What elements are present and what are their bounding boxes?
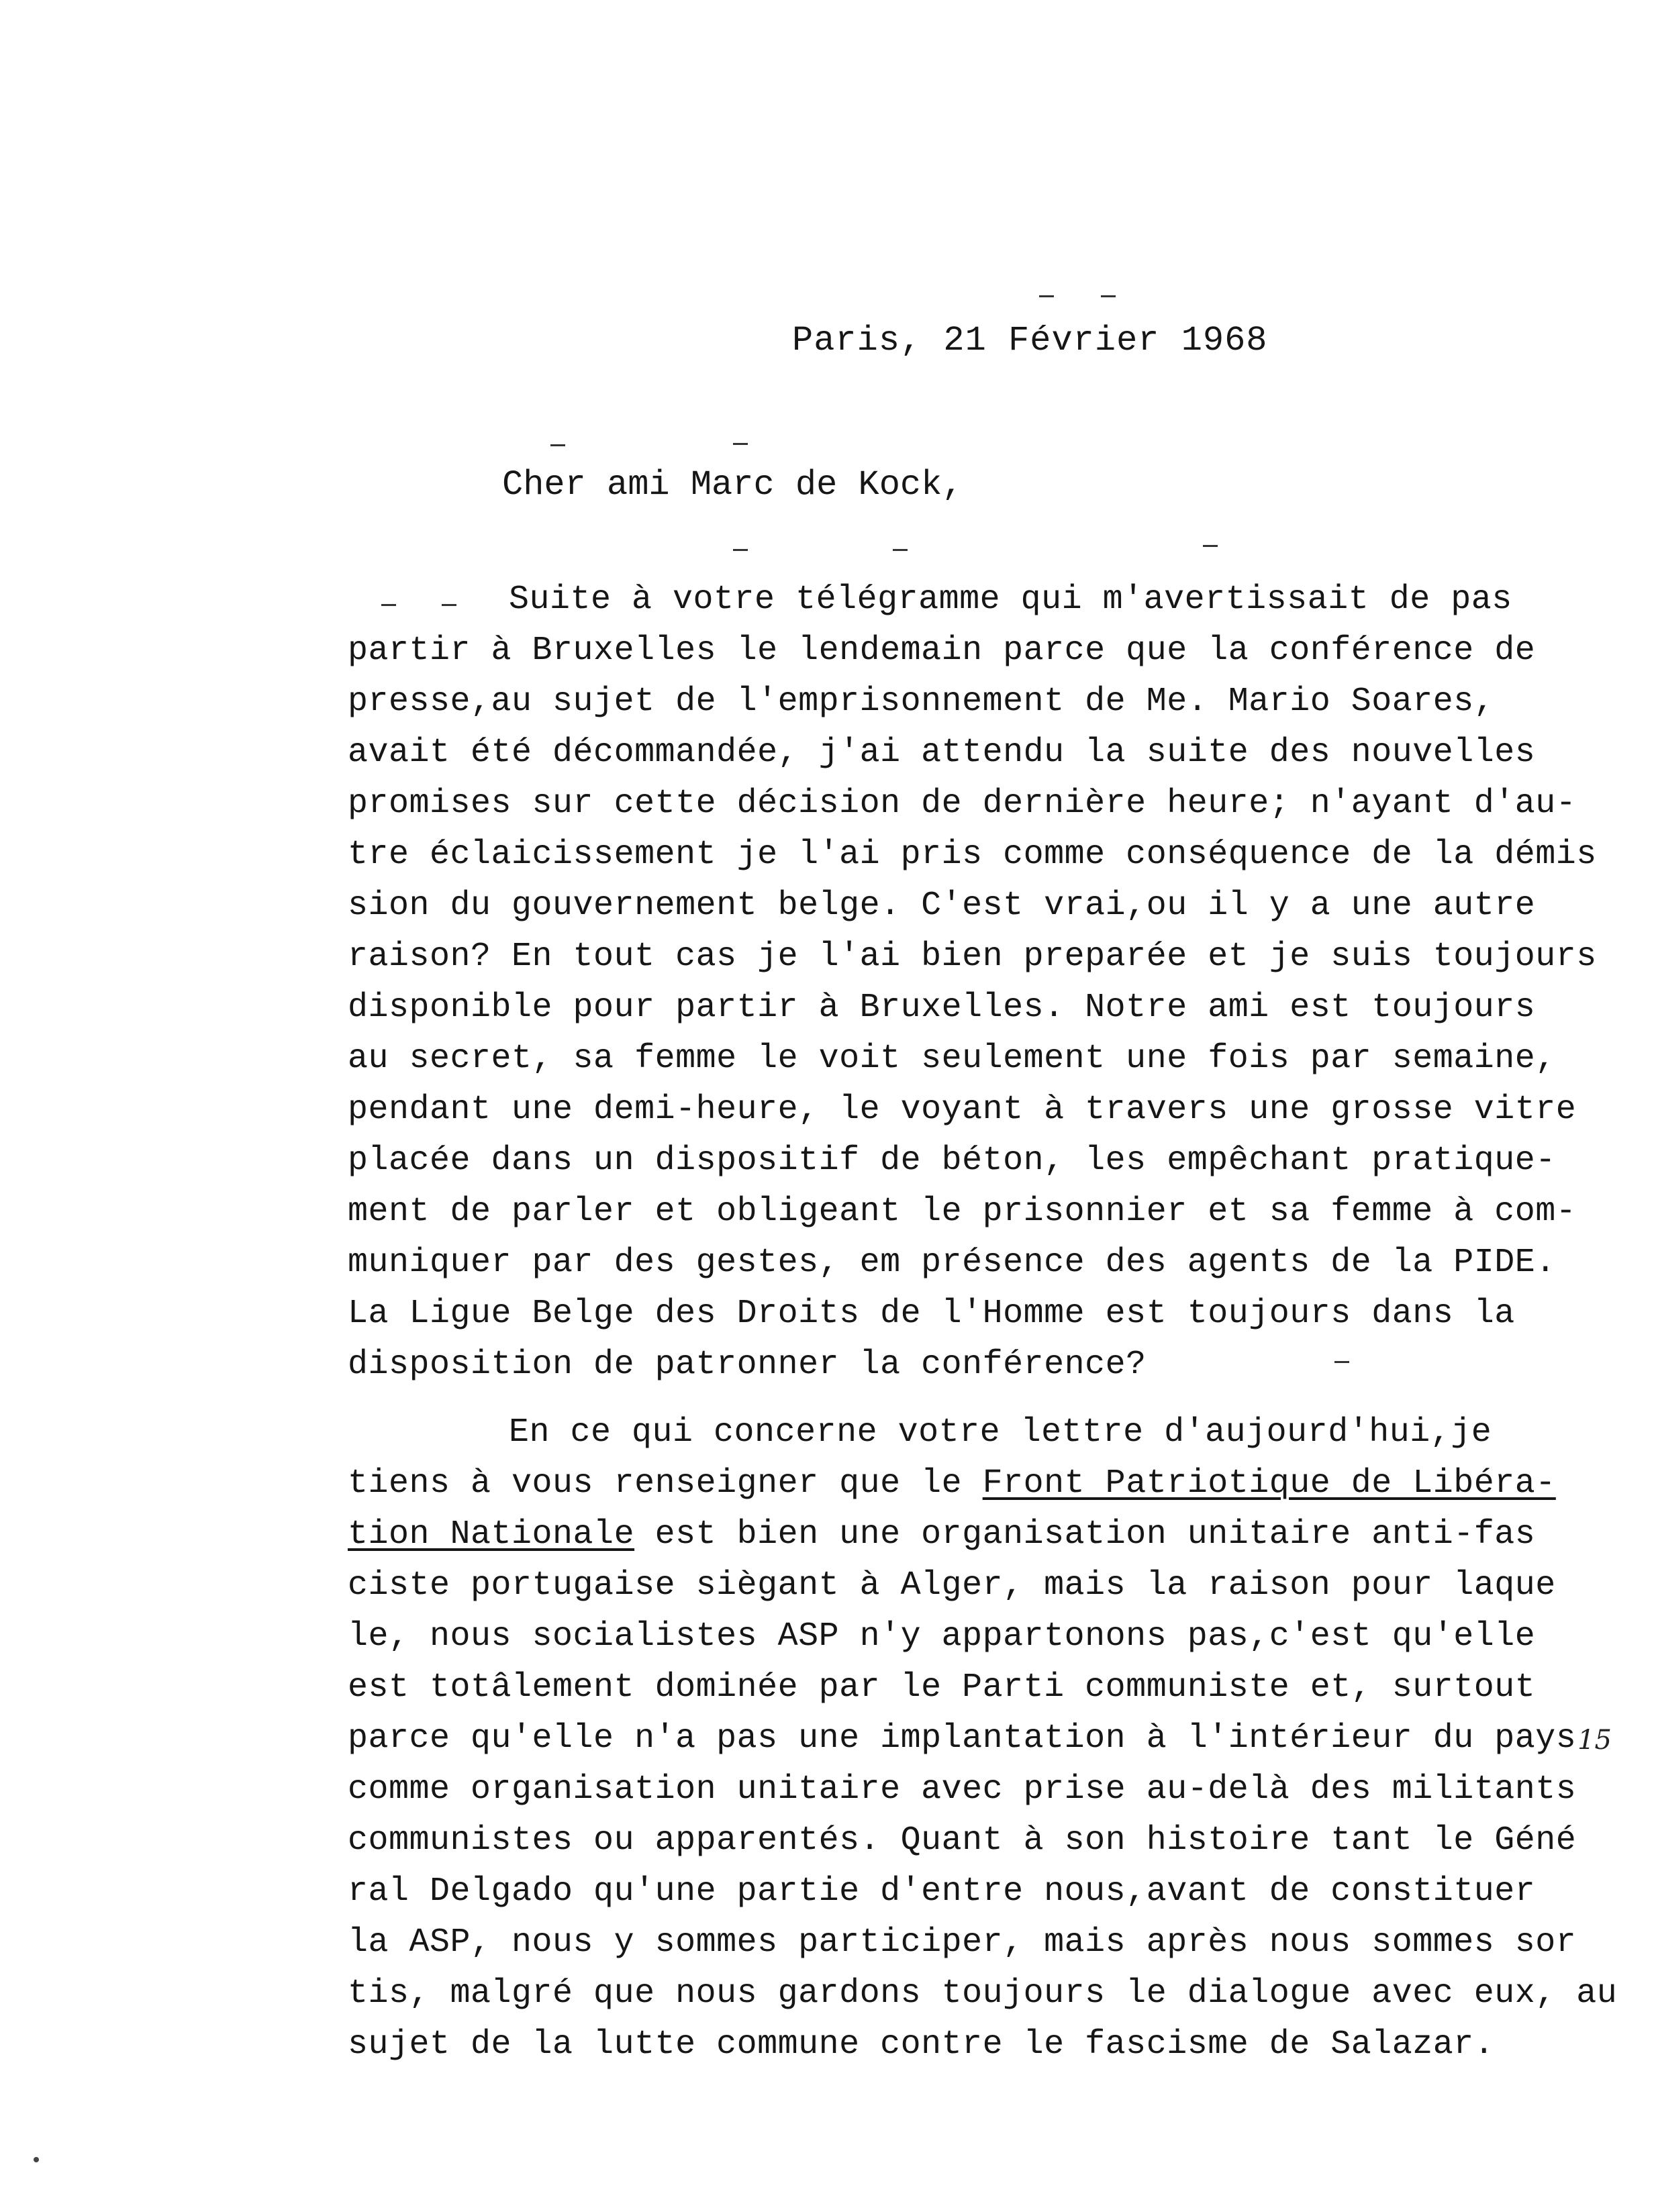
- stray-mark: [733, 443, 748, 445]
- text-line: tis, malgré que nous gardons toujours le dialogue avec eux, au: [348, 1974, 1618, 2013]
- paragraph-2: [348, 1407, 1623, 2070]
- text-line: la ASP, nous y sommes participer, mais après nous sommes sor: [348, 1923, 1577, 1962]
- text-line: parce qu'elle n'a pas une implantation à l'intérieur du pays: [348, 1719, 1577, 1758]
- salutation: Cher ami Marc de Kock,: [502, 465, 963, 505]
- text-line: sion du gouvernement belge. C'est vrai,ou il y a une autre: [348, 887, 1536, 925]
- text-line: La Ligue Belge des Droits de l'Homme est toujours dans la: [348, 1295, 1515, 1333]
- text-segment: est bien une organisation unitaire anti-fas: [634, 1515, 1536, 1554]
- text-line: pendant une demi-heure, le voyant à travers une grosse vitre: [348, 1091, 1577, 1129]
- stray-mark: [733, 549, 748, 551]
- text-line: ciste portugaise siègant à Alger, mais la raison pour laque: [348, 1566, 1556, 1605]
- text-line: [348, 1458, 1623, 1509]
- organization-name-underlined: Front Patriotique de Libéra-: [982, 1464, 1556, 1503]
- text-line: [348, 1509, 1623, 1560]
- text-line: disposition de patronner la conférence?: [348, 1346, 1147, 1384]
- text-line: comme organisation unitaire avec prise au-delà des militants: [348, 1770, 1577, 1809]
- stray-mark: [1039, 295, 1054, 297]
- text-line: le, nous socialistes ASP n'y appartonons pas,c'est qu'elle: [348, 1617, 1536, 1656]
- text-line: placée dans un dispositif de béton, les empêchant pratique-: [348, 1142, 1556, 1180]
- stray-mark: [1101, 295, 1116, 297]
- paragraph-1: [348, 574, 1623, 1391]
- stray-mark: [893, 549, 908, 551]
- text-line: disponible pour partir à Bruxelles. Notre ami est toujours: [348, 989, 1536, 1027]
- stray-mark: [550, 444, 565, 446]
- text-line: En ce qui concerne votre lettre d'aujourd'hui,je: [509, 1413, 1492, 1452]
- text-line: ment de parler et obligeant le prisonnier et sa femme à com-: [348, 1193, 1577, 1231]
- text-line: muniquer par des gestes, em présence des agents de la PIDE.: [348, 1244, 1556, 1282]
- stray-mark: [1203, 545, 1218, 547]
- text-line: sujet de la lutte commune contre le fascisme de Salazar.: [348, 2025, 1495, 2064]
- stray-mark: [34, 2157, 39, 2162]
- text-line: Suite à votre télégramme qui m'avertissait de pas: [509, 581, 1512, 619]
- text-line: promises sur cette décision de dernière heure; n'ayant d'au-: [348, 785, 1577, 823]
- text-line: raison? En tout cas je l'ai bien preparée et je suis toujours: [348, 938, 1597, 976]
- organization-name-underlined: tion Nationale: [348, 1515, 635, 1554]
- text-line: au secret, sa femme le voit seulement une fois par semaine,: [348, 1040, 1556, 1078]
- text-line: partir à Bruxelles le lendemain parce que la conférence de: [348, 632, 1536, 670]
- text-line: ral Delgado qu'une partie d'entre nous,avant de constituer: [348, 1872, 1536, 1911]
- letter-date: Paris, 21 Février 1968: [792, 321, 1268, 360]
- handwritten-margin-note: 15: [1577, 1725, 1612, 1756]
- text-line: presse,au sujet de l'emprisonnement de Me. Mario Soares,: [348, 683, 1495, 721]
- text-line: tre éclaicissement je l'ai pris comme conséquence de la démis: [348, 836, 1597, 874]
- text-line: avait été décommandée, j'ai attendu la suite des nouvelles: [348, 734, 1536, 772]
- text-line: communistes ou apparentés. Quant à son histoire tant le Géné: [348, 1821, 1577, 1860]
- text-line: est totâlement dominée par le Parti communiste et, surtout: [348, 1668, 1536, 1707]
- text-segment: tiens à vous renseigner que le: [348, 1464, 983, 1503]
